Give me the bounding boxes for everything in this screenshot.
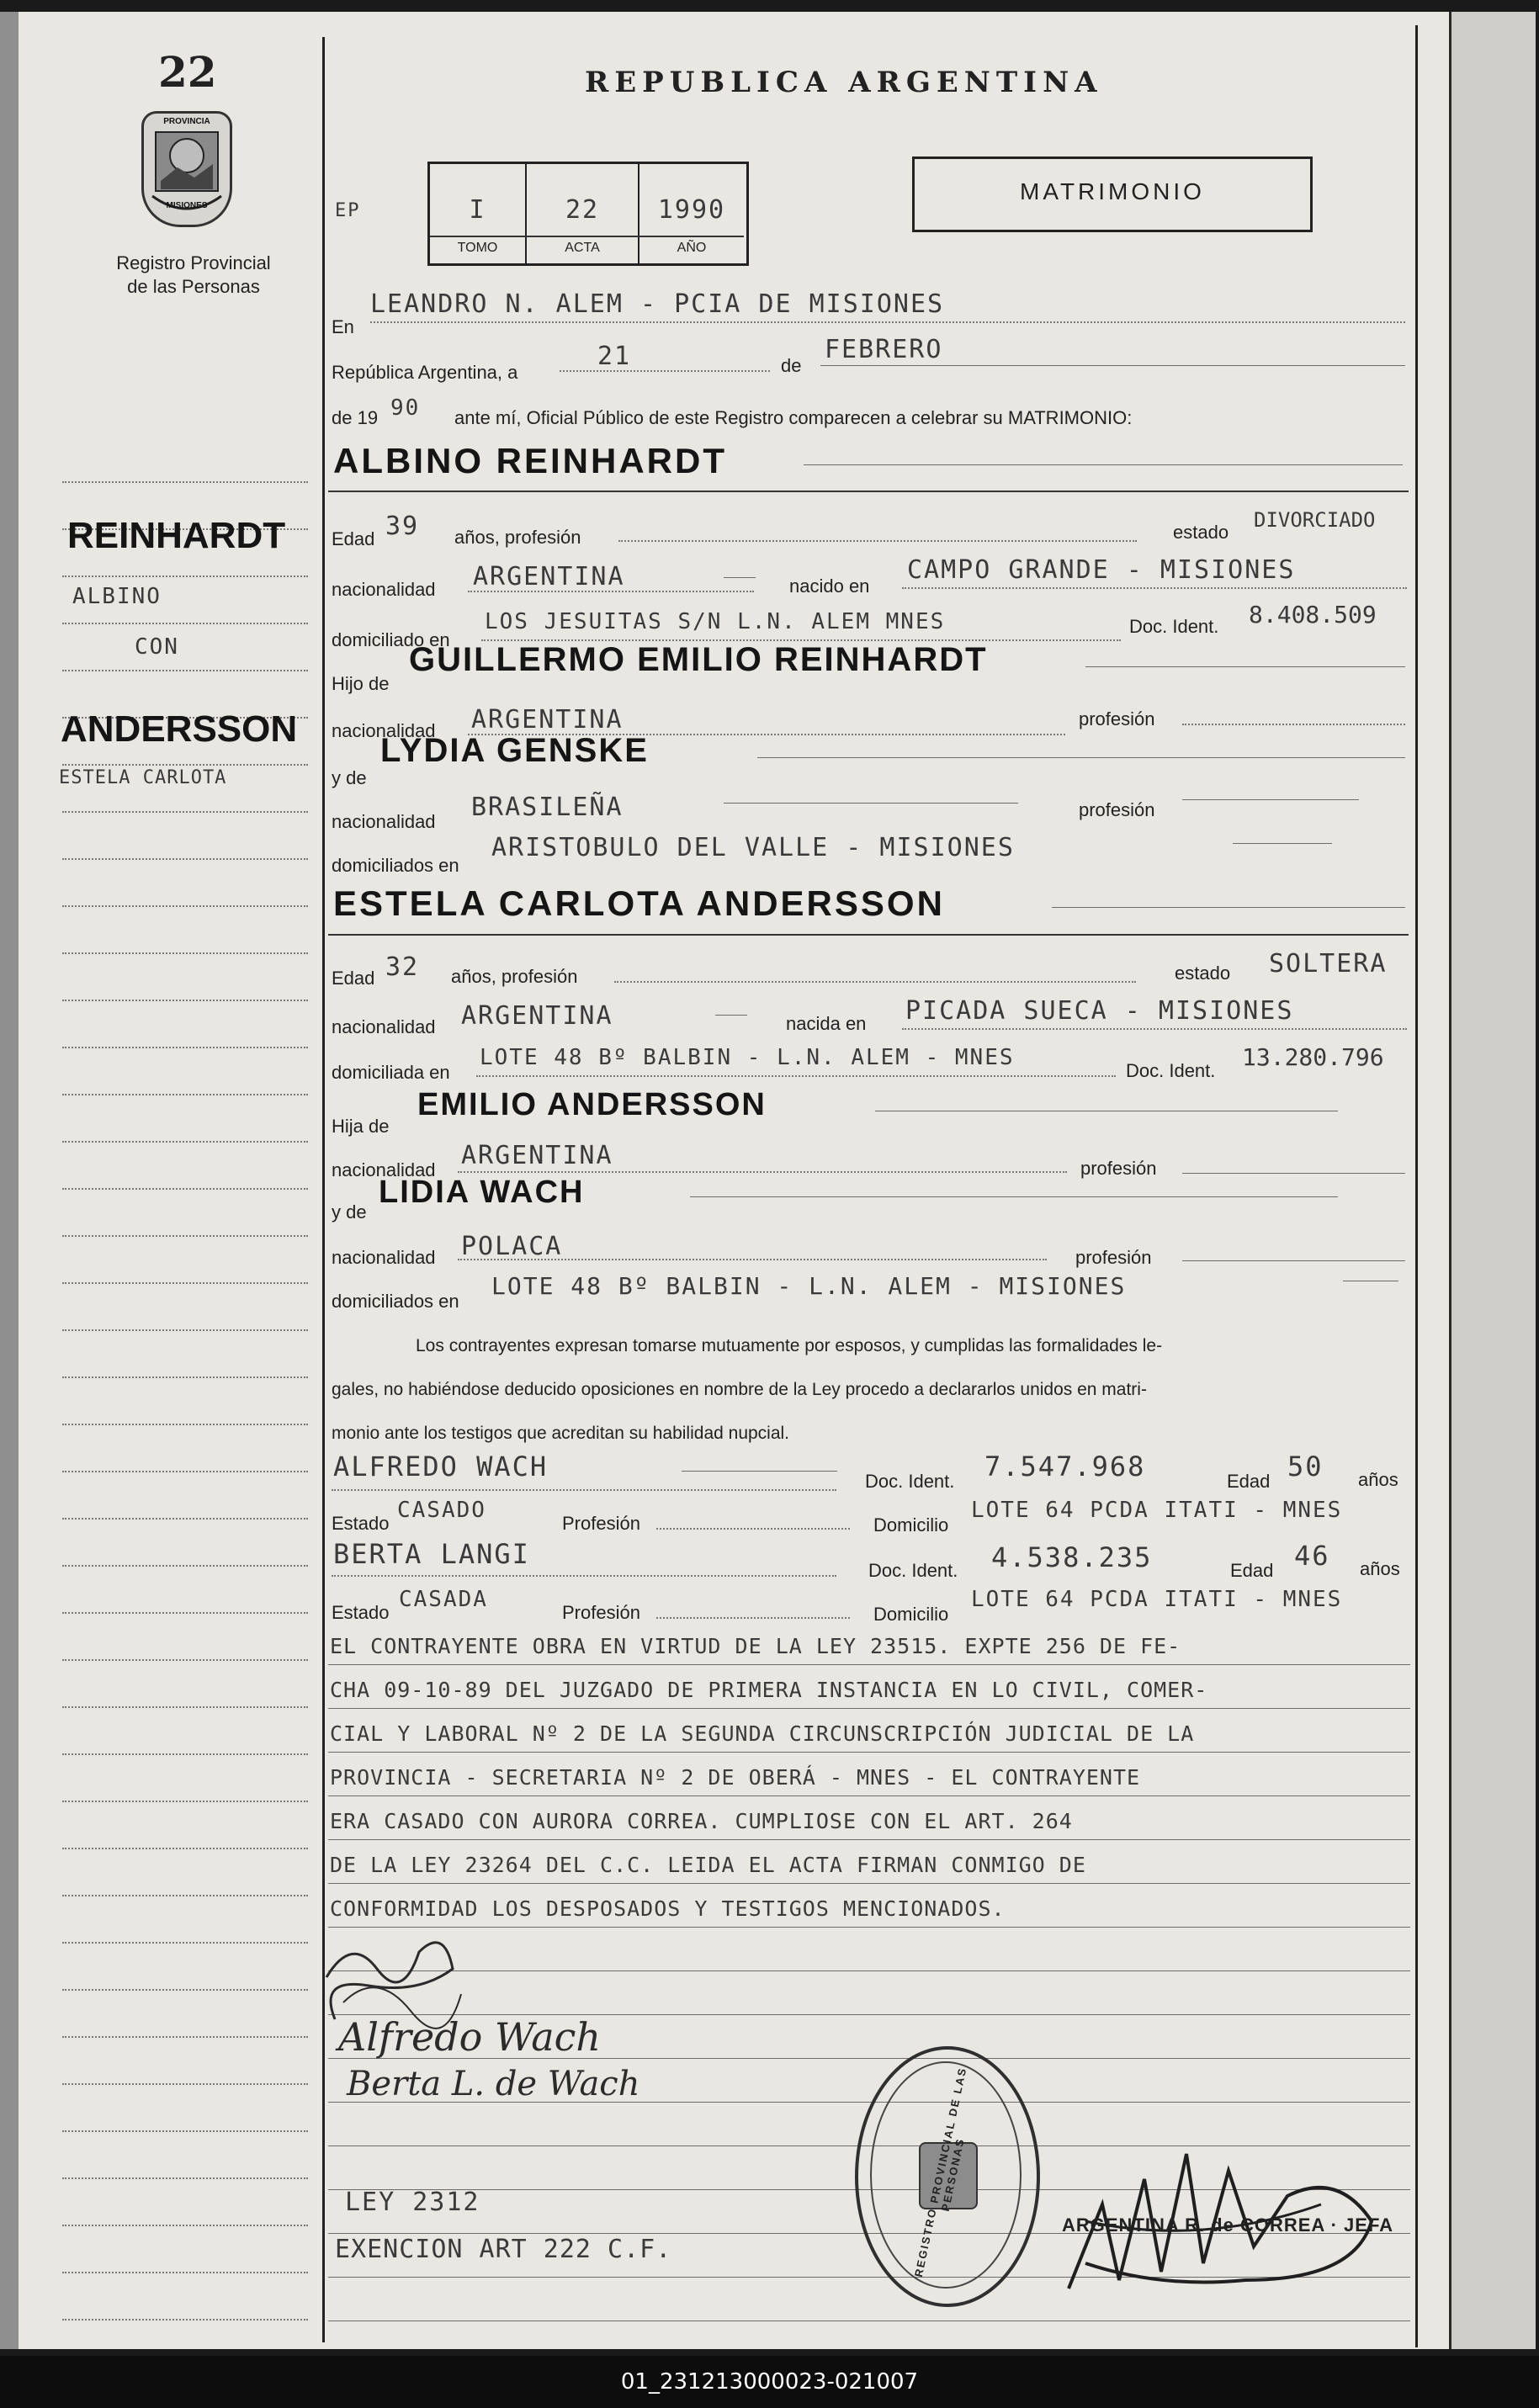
witness-2-prof-line — [656, 1617, 850, 1619]
bride-yde-label: y de — [332, 1201, 367, 1223]
groom-nacido-en: CAMPO GRANDE - MISIONES — [907, 555, 1296, 585]
official-name-stamp: ARGENTINA R. de CORREA · JEFA — [1062, 2214, 1394, 2236]
bride-nacida-line — [902, 1028, 1407, 1030]
margin-rule — [62, 1612, 308, 1614]
seal-top-text: PROVINCIA — [163, 117, 210, 126]
declaration-line-2: gales, no habiéndose deducido oposiciones en nombre de la Ley procedo a declararlos unidos en matri- — [332, 1380, 1147, 1399]
place-line — [370, 321, 1405, 323]
bride-father: EMILIO ANDERSSON — [417, 1087, 767, 1122]
bride-profesion-label: años, profesión — [451, 966, 578, 987]
bride-mother: LIDIA WACH — [379, 1175, 585, 1210]
margin-rule — [62, 1989, 308, 1991]
groom-parents-dom-label: domiciliados en — [332, 855, 459, 876]
groom-doc: 8.408.509 — [1249, 601, 1377, 629]
groom-doc-label: Doc. Ident. — [1129, 616, 1219, 637]
month-value: FEBRERO — [825, 335, 943, 364]
margin-rule — [62, 1424, 308, 1425]
witness-1-prof-label: Profesión — [562, 1513, 640, 1534]
bride-dom-line — [476, 1075, 1116, 1077]
bride-nacida-en: PICADA SUECA - MISIONES — [905, 996, 1294, 1026]
witness-2-estado-label: Estado — [332, 1602, 390, 1623]
margin-con: CON — [135, 634, 179, 660]
groom-edad-label: Edad — [332, 528, 375, 549]
tomo-value: I — [469, 195, 486, 225]
note-line: CIAL Y LABORAL Nº 2 DE LA SEGUNDA CIRCUNSCRIPCIÓN JUDICIAL DE LA — [330, 1721, 1195, 1746]
margin-rule — [62, 905, 308, 907]
witness-1-anos-label: años — [1358, 1469, 1398, 1490]
bride-father-nac: ARGENTINA — [461, 1141, 613, 1170]
ano-label: AÑO — [677, 241, 707, 255]
country-title: REPUBLICA ARGENTINA — [585, 66, 1103, 99]
groom-mother-nac-label: nacionalidad — [332, 811, 436, 832]
witness-2-edad-label: Edad — [1230, 1560, 1274, 1581]
bride-mother-prof-label: profesión — [1075, 1247, 1152, 1268]
official-stamp — [855, 2046, 1040, 2307]
bride-mother-prof-line — [1182, 1260, 1405, 1261]
groom-father-prof-line — [1182, 724, 1405, 725]
law-note-1: LEY 2312 — [345, 2188, 480, 2217]
margin-rule — [62, 2083, 308, 2085]
note-rule — [328, 1708, 1410, 1709]
margin-rule — [62, 811, 308, 813]
bride-dom-label: domiciliada en — [332, 1062, 450, 1083]
margin-rule — [62, 858, 308, 860]
margin-rule — [62, 1706, 308, 1708]
witness-1-dotline — [332, 1489, 836, 1491]
bride-parents-dom-label: domiciliados en — [332, 1291, 459, 1312]
bride-parents-dom: LOTE 48 Bº BALBIN - L.N. ALEM - MISIONES — [491, 1272, 1127, 1300]
witness-2-prof-label: Profesión — [562, 1602, 640, 1623]
type-label: MATRIMONIO — [1020, 178, 1205, 204]
groom-mother-prof-line — [1182, 799, 1359, 800]
margin-rule — [62, 1141, 308, 1143]
bride-father-prof-line — [1182, 1173, 1405, 1174]
groom-nac-label: nacionalidad — [332, 579, 436, 600]
note-rule — [328, 1664, 1410, 1665]
groom-nac-dash — [724, 577, 756, 578]
groom-father-nac-label: nacionalidad — [332, 720, 436, 741]
note-line: ERA CASADO CON AURORA CORREA. CUMPLIOSE CON EL ART. 264 — [330, 1809, 1073, 1833]
witness-1-name-line — [682, 1471, 837, 1472]
registry-line-2: de las Personas — [127, 276, 260, 297]
groom-age: 39 — [385, 512, 420, 541]
official-stamp-text: REGISTRO PROVINCIAL DE LAS PERSONAS — [911, 2066, 969, 2278]
note-rule — [328, 1883, 1410, 1884]
bride-domicilio: LOTE 48 Bº BALBIN - L.N. ALEM - MNES — [480, 1045, 1015, 1070]
margin-rule — [62, 1848, 308, 1849]
margin-rule — [62, 1000, 308, 1001]
witness-2-dotline — [332, 1575, 836, 1577]
margin-rule — [62, 952, 308, 954]
note-rule — [328, 1927, 1410, 1928]
margin-rule — [62, 2036, 308, 2038]
bride-mother-nac-line — [458, 1259, 1047, 1260]
margin-rule — [62, 623, 308, 624]
margin-rule — [62, 670, 308, 671]
margin-rule — [62, 2177, 308, 2179]
ano-value: 1990 — [657, 195, 726, 225]
bride-doc: 13.280.796 — [1242, 1043, 1384, 1071]
margin-rule — [62, 1329, 308, 1331]
groom-mother: LYDIA GENSKE — [380, 732, 649, 769]
bride-nac-label: nacionalidad — [332, 1016, 436, 1037]
note-rule — [328, 1752, 1410, 1753]
bride-nac-dash — [715, 1015, 747, 1016]
acta-value: 22 — [565, 195, 600, 225]
margin-groom-surname: REINHARDT — [67, 515, 286, 556]
year-value: 90 — [390, 395, 421, 421]
groom-dom-label: domiciliado en — [332, 629, 450, 650]
bride-hija-label: Hija de — [332, 1116, 390, 1137]
page-edge — [1449, 12, 1536, 2349]
law-note-2: EXENCION ART 222 C.F. — [335, 2235, 672, 2264]
signature-alfredo-wach: Alfredo Wach — [338, 2014, 602, 2060]
bride-name-line — [1052, 907, 1405, 908]
page-number: 22 — [158, 47, 217, 97]
tomo-label: TOMO — [457, 241, 498, 255]
place-value: LEANDRO N. ALEM - PCIA DE MISIONES — [370, 289, 945, 319]
groom-mother-nac: BRASILEÑA — [471, 793, 624, 822]
groom-profesion-label: años, profesión — [454, 527, 581, 548]
witness-1-domicilio: LOTE 64 PCDA ITATI - MNES — [971, 1498, 1343, 1523]
bride-estado-label: estado — [1175, 963, 1231, 984]
note-rule — [328, 1795, 1410, 1796]
note-line: PROVINCIA - SECRETARIA Nº 2 DE OBERÁ - MNES - EL CONTRAYENTE — [330, 1765, 1141, 1790]
groom-nac-line — [468, 591, 754, 592]
seal-bottom-text: MISIONES — [166, 201, 208, 210]
right-border — [1415, 25, 1418, 2347]
province-seal — [141, 111, 232, 227]
month-line — [820, 365, 1405, 366]
groom-profesion-line — [618, 540, 1137, 542]
bride-father-nac-line — [458, 1171, 1067, 1173]
margin-rule — [62, 1801, 308, 1802]
margin-rule — [62, 1659, 308, 1661]
margin-bride-surname: ANDERSSON — [61, 708, 298, 750]
witness-1-edad-label: Edad — [1227, 1471, 1271, 1492]
note-line: DE LA LEY 23264 DEL C.C. LEIDA EL ACTA FIRMAN CONMIGO DE — [330, 1853, 1086, 1877]
groom-estado: DIVORCIADO — [1254, 508, 1376, 532]
day-value: 21 — [597, 342, 632, 371]
margin-rule — [62, 1235, 308, 1237]
bride-father-nac-label: nacionalidad — [332, 1159, 436, 1180]
margin-rule — [62, 1188, 308, 1190]
margin-rule — [62, 1376, 308, 1378]
witness-1-doc: 7.547.968 — [984, 1451, 1146, 1482]
margin-rule — [62, 1895, 308, 1896]
bride-nacionalidad: ARGENTINA — [461, 1001, 613, 1031]
ep-mark: EP — [335, 200, 361, 221]
groom-nacionalidad: ARGENTINA — [473, 562, 625, 591]
note-line: CONFORMIDAD LOS DESPOSADOS Y TESTIGOS MENCIONADOS. — [330, 1896, 1006, 1921]
groom-nacido-label: nacido en — [789, 575, 870, 597]
groom-mother-nac-line — [724, 803, 1018, 804]
bride-mother-nac-label: nacionalidad — [332, 1247, 436, 1268]
witness-1-prof-line — [656, 1528, 850, 1530]
bride-profesion-line — [614, 981, 1136, 983]
note-rule — [328, 1970, 1410, 1971]
acta-label: ACTA — [565, 241, 600, 255]
margin-bride-first: ESTELA CARLOTA — [59, 767, 227, 788]
declaration-line-3: monio ante los testigos que acreditan su habilidad nupcial. — [332, 1424, 790, 1443]
margin-rule — [62, 481, 308, 483]
note-rule — [328, 1839, 1410, 1840]
groom-name-line — [804, 464, 1403, 465]
republica-label: República Argentina, a — [332, 362, 518, 383]
witness-1-dom-label: Domicilio — [873, 1514, 949, 1535]
margin-rule — [62, 764, 308, 766]
witness-2-name: BERTA LANGI — [333, 1538, 530, 1570]
margin-rule — [62, 1094, 308, 1095]
margin-rule — [62, 2272, 308, 2273]
document-page — [19, 12, 1449, 2349]
groom-father-line — [1085, 666, 1405, 667]
binding-strip — [0, 12, 19, 2349]
bride-separator — [328, 934, 1409, 936]
margin-rule — [62, 2319, 308, 2320]
bride-estado: SOLTERA — [1269, 949, 1388, 979]
groom-mother-line — [757, 757, 1405, 758]
bride-doc-label: Doc. Ident. — [1126, 1060, 1216, 1081]
witness-1-estado-label: Estado — [332, 1513, 390, 1534]
day-line — [560, 370, 770, 372]
bride-full-name: ESTELA CARLOTA ANDERSSON — [333, 883, 945, 923]
groom-parents-dom: ARISTOBULO DEL VALLE - MISIONES — [491, 833, 1015, 862]
margin-rule — [62, 1565, 308, 1567]
de-label: de — [781, 355, 802, 376]
margin-rule — [62, 2225, 308, 2226]
groom-parents-dom-line — [1233, 843, 1332, 844]
box-label-rule — [430, 236, 744, 237]
groom-separator — [328, 491, 1409, 492]
margin-rule — [62, 1282, 308, 1284]
witness-2-doc-label: Doc. Ident. — [868, 1560, 958, 1581]
margin-rule — [62, 1471, 308, 1472]
groom-father-nac: ARGENTINA — [471, 705, 624, 735]
bride-father-prof-label: profesión — [1080, 1158, 1157, 1179]
margin-rule — [62, 1518, 308, 1520]
bride-edad-label: Edad — [332, 968, 375, 989]
note-rule — [328, 2320, 1410, 2321]
witness-1-doc-label: Doc. Ident. — [865, 1471, 955, 1492]
witness-2-doc: 4.538.235 — [991, 1541, 1153, 1573]
signature-berta-wach: Berta L. de Wach — [347, 2065, 640, 2103]
registry-line-1: Registro Provincial — [116, 252, 271, 273]
intro-text: ante mí, Oficial Público de este Registro comparecen a celebrar su MATRIMONIO: — [454, 407, 1133, 428]
year-prefix: de 19 — [332, 407, 379, 428]
groom-hijo-label: Hijo de — [332, 673, 390, 694]
file-id-footer: 01_231213000023-021007 — [0, 2356, 1539, 2408]
witness-2-anos-label: años — [1360, 1558, 1400, 1579]
groom-full-name: ALBINO REINHARDT — [333, 441, 727, 480]
groom-nacido-line — [902, 587, 1407, 589]
witness-2-domicilio: LOTE 64 PCDA ITATI - MNES — [971, 1587, 1343, 1612]
bride-nacida-label: nacida en — [786, 1013, 867, 1034]
witness-1-estado: CASADO — [397, 1498, 486, 1523]
groom-father: GUILLERMO EMILIO REINHARDT — [409, 641, 988, 678]
margin-rule — [62, 1047, 308, 1048]
witness-2-age: 46 — [1294, 1540, 1330, 1572]
witness-2-dom-label: Domicilio — [873, 1604, 949, 1625]
margin-rule — [62, 1753, 308, 1755]
margin-rule — [62, 1942, 308, 1944]
groom-yde-label: y de — [332, 767, 367, 788]
margin-rule — [62, 575, 308, 577]
witness-1-name: ALFREDO WACH — [333, 1451, 549, 1482]
groom-estado-label: estado — [1173, 522, 1229, 543]
bride-mother-line — [690, 1196, 1338, 1197]
declaration-line-1: Los contrayentes expresan tomarse mutuamente por esposos, y cumplidas las formalidades le- — [416, 1336, 1163, 1355]
margin-groom-first: ALBINO — [72, 584, 162, 609]
bride-age: 32 — [385, 952, 420, 982]
witness-1-age: 50 — [1287, 1451, 1324, 1482]
margin-rule — [62, 2130, 308, 2132]
bride-mother-nac: POLACA — [461, 1232, 563, 1261]
groom-father-prof-label: profesión — [1079, 708, 1155, 729]
groom-mother-prof-label: profesión — [1079, 799, 1155, 820]
note-line: CHA 09-10-89 DEL JUZGADO DE PRIMERA INSTANCIA EN LO CIVIL, COMER- — [330, 1678, 1208, 1702]
en-label: En — [332, 316, 354, 337]
note-line: EL CONTRAYENTE OBRA EN VIRTUD DE LA LEY 23515. EXPTE 256 DE FE- — [330, 1634, 1181, 1658]
groom-domicilio: LOS JESUITAS S/N L.N. ALEM MNES — [485, 609, 946, 634]
witness-2-estado: CASADA — [399, 1587, 488, 1612]
